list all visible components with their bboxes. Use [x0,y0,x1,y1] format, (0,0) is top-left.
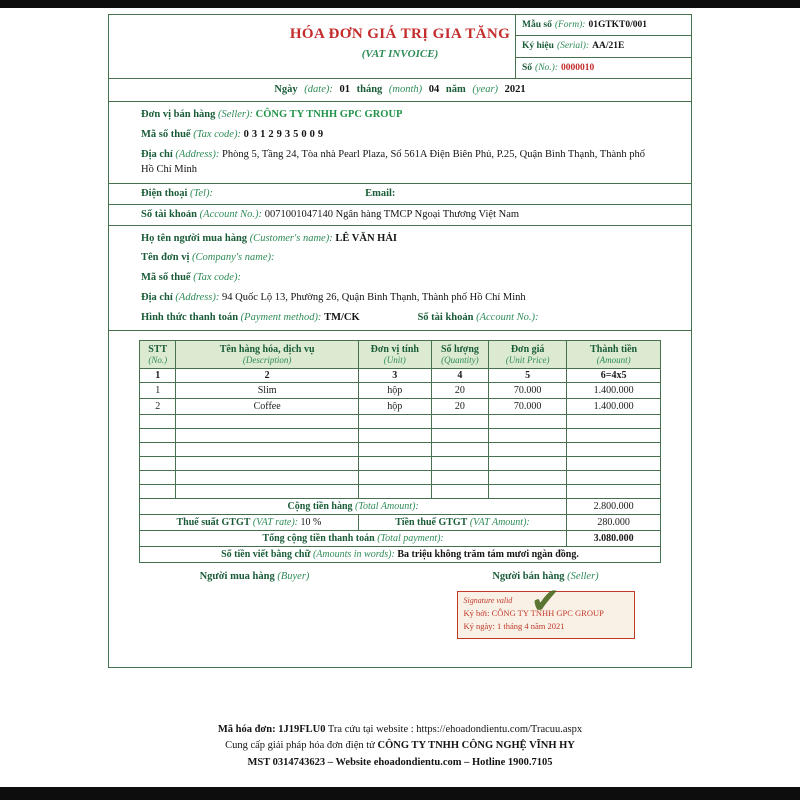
subtotal-value: 2.800.000 [567,499,661,515]
year-word: năm [445,84,466,95]
date-month: 04 [428,84,440,95]
table-row [140,399,661,415]
table-row-empty [140,457,661,471]
empty-cell [176,485,358,499]
invoice-number-row [516,58,691,78]
buyer-name-label: Họ tên người mua hàng [141,232,248,244]
buyer-company-label-en: (Company's name): [192,252,275,264]
buyer-account-label: Số tài khoản [417,311,474,323]
seller-section [109,102,691,183]
subtotal-label-cell: Cộng tiền hàng (Total Amount): [140,499,567,515]
payment-method-label-en: (Payment method): [240,311,322,323]
empty-cell [567,485,661,499]
empty-cell [431,443,488,457]
cell-unit-price: 70.000 [489,399,567,415]
empty-cell [140,485,176,499]
seller-signature-title-en: (Seller) [567,571,599,583]
cell-amount: 1.400.000 [567,383,661,399]
buyer-address-label: Địa chỉ [141,291,173,303]
signature-valid-text: Signature valid [463,596,513,606]
seller-address-label-en: (Address): [175,148,220,160]
empty-cell [140,415,176,429]
buyer-section [109,225,691,331]
empty-cell [140,443,176,457]
col-num: 1 [140,369,176,383]
seller-account-value: 0071001047140 Ngân hàng TMCP Ngoại Thương Việt Nam [264,208,520,220]
empty-cell [489,429,567,443]
items-table [139,340,661,563]
month-word: tháng [356,84,383,95]
seller-signature-block [400,571,691,667]
cell-quantity: 20 [431,399,488,415]
seller-signature-title: Người bán hàng [492,571,565,583]
seller-contact-line [109,183,691,204]
empty-cell [358,457,431,471]
empty-cell [176,457,358,471]
seller-label-en: (Seller): [218,109,253,120]
empty-cell [140,457,176,471]
empty-cell [489,415,567,429]
cell-stt: 2 [140,399,176,415]
digital-signature-stamp [457,581,635,639]
date-year: 2021 [504,84,526,95]
buyer-signature-block [109,571,400,667]
seller-address-line [109,145,691,181]
payment-method-label: Hình thức thanh toán [141,311,239,323]
empty-cell [567,471,661,485]
serial-value: AA/21E [592,41,625,52]
invoice-subtitle: (VAT INVOICE) [361,48,439,60]
seller-email-label: Email: [365,188,396,199]
cell-stt: 1 [140,383,176,399]
buyer-account-label-group [417,310,538,326]
seller-address-label: Địa chỉ [141,148,173,160]
empty-cell [358,443,431,457]
cell-unit: hộp [358,399,431,415]
buyer-account-label-en: (Account No.): [476,311,539,323]
empty-cell [176,443,358,457]
cell-description: Slim [176,383,358,399]
photo-edge-bottom [0,787,800,800]
buyer-name-label-en: (Customer's name): [249,232,333,244]
empty-cell [567,429,661,443]
empty-cell [431,415,488,429]
invoice-date-line [109,79,691,102]
empty-cell [140,429,176,443]
year-word-en: (year) [472,84,499,95]
seller-company-name: CÔNG TY TNHH GPC GROUP [255,109,403,120]
empty-cell [358,415,431,429]
serial-label: Ký hiệu [522,41,554,52]
empty-cell [567,415,661,429]
invoice-page [108,14,692,668]
form-label: Mẫu số [522,20,552,31]
lookup-url: Tra cứu tại website : https://ehoadondientu.com/Tracuu.aspx [327,724,583,735]
seller-address-value: Phòng 5, Tầng 24, Tòa nhà Pearl Plaza, Số 561A Điện Biên Phủ, P.25, Quận Bình Thạnh, Thành phố Hồ Chí Minh [141,148,645,176]
empty-cell [567,443,661,457]
date-day: 01 [339,84,350,95]
signed-date-text: Ký ngày: 1 tháng 4 năm 2021 [463,621,565,631]
seller-account-line [109,204,691,225]
buyer-name-value: LÊ VĂN HẢI [335,232,397,244]
col-num: 5 [489,369,567,383]
empty-cell [176,415,358,429]
empty-cell [431,471,488,485]
cell-amount: 1.400.000 [567,399,661,415]
vat-rate-cell: Thuế suất GTGT (VAT rate): 10 % [140,515,359,531]
form-serial-number-box [515,15,691,78]
vat-row [140,515,661,531]
header-amount: Thành tiền (Amount) [567,341,661,369]
seller-name-line [109,105,691,125]
buyer-name-line [109,229,691,249]
footer-contact-line: MST 0314743623 – Website ehoadondientu.com – Hotline 1900.7105 [247,756,553,768]
serial-row [516,36,691,57]
form-row [516,15,691,36]
seller-taxcode-value: 0312935009 [243,128,327,140]
empty-cell [489,471,567,485]
table-row-empty [140,471,661,485]
total-label-cell: Tổng cộng tiền thanh toán (Total payment): [140,531,567,547]
header-unit-price: Đơn giá (Unit Price) [489,341,567,369]
cell-quantity: 20 [431,383,488,399]
header-stt: STT (No.) [140,341,176,369]
col-num: 3 [358,369,431,383]
seller-account-label: Số tài khoản [141,208,198,220]
footer-provider-line [0,738,800,754]
checkmark-icon: ✔ [530,581,561,623]
amount-in-words-cell: Số tiền viết bằng chữ (Amounts in words): Ba triệu không trăm tám mươi ngàn đồng. [140,547,661,563]
date-word-en: (date): [304,84,333,95]
col-num: 4 [431,369,488,383]
buyer-company-line [109,248,691,268]
amount-in-words-row [140,547,661,563]
seller-tel-label-en: (Tel): [190,188,213,199]
invoice-code: Mã hóa đơn: 1J19FLU0 [217,724,326,735]
photo-edge-top [0,0,800,8]
subtotal-row [140,499,661,515]
empty-cell [489,443,567,457]
serial-label-en: (Serial): [556,41,590,52]
payment-method-line [109,308,691,328]
table-row-empty [140,415,661,429]
buyer-signature-title-en: (Buyer) [277,571,310,583]
invoice-header [109,15,691,79]
date-word: Ngày [274,84,298,95]
seller-taxcode-line [109,125,691,145]
empty-cell [358,429,431,443]
seller-taxcode-label: Mã số thuế [141,128,191,140]
empty-cell [176,429,358,443]
header-unit: Đơn vị tính (Unit) [358,341,431,369]
cell-unit: hộp [358,383,431,399]
table-row-empty [140,443,661,457]
signature-area [109,563,691,667]
invoice-footer [0,722,800,771]
empty-cell [358,485,431,499]
table-row-empty [140,429,661,443]
table-row [140,383,661,399]
form-value: 01GTKT0/001 [588,20,648,31]
buyer-company-label: Tên đơn vị [141,252,190,264]
empty-cell [431,457,488,471]
section-divider [109,330,691,331]
column-number-row [140,369,661,383]
buyer-signature-title: Người mua hàng [199,571,275,583]
header-quantity: Số lượng (Quantity) [431,341,488,369]
seller-tel-label: Điện thoại [141,188,188,199]
table-header-row [140,341,661,369]
month-word-en: (month) [388,84,423,95]
empty-cell [358,471,431,485]
total-row [140,531,661,547]
vat-amount-label-cell: Tiền thuế GTGT (VAT Amount): [358,515,566,531]
buyer-address-value: 94 Quốc Lộ 13, Phường 26, Quận Bình Thạnh, Thành phố Hồ Chí Minh [221,291,526,303]
seller-taxcode-label-en: (Tax code): [193,128,241,140]
payment-method-value: TM/CK [324,311,360,323]
form-label-en: (Form): [554,20,586,31]
cell-description: Coffee [176,399,358,415]
number-label: Số [522,62,533,73]
buyer-address-label-en: (Address): [175,291,220,303]
empty-cell [140,471,176,485]
number-label-en: (No.): [535,62,558,73]
buyer-taxcode-label-en: (Tax code): [193,272,241,283]
table-row-empty [140,485,661,499]
empty-cell [176,471,358,485]
seller-label: Đơn vị bán hàng [141,109,216,120]
seller-account-label-en: (Account No.): [199,208,263,220]
footer-lookup-line [0,722,800,738]
buyer-address-line [109,288,691,308]
provider-company: CÔNG TY TNHH CÔNG NGHỆ VĨNH HY [377,740,575,752]
buyer-taxcode-label: Mã số thuế [141,272,191,283]
empty-cell [431,429,488,443]
invoice-number-value: 0000010 [561,62,595,73]
provider-text: Cung cấp giải pháp hóa đơn điện tử [225,740,375,752]
total-value: 3.080.000 [567,531,661,547]
vat-amount-value: 280.000 [567,515,661,531]
empty-cell [567,457,661,471]
cell-unit-price: 70.000 [489,383,567,399]
col-num: 6=4x5 [567,369,661,383]
header-description: Tên hàng hóa, dịch vụ (Description) [176,341,358,369]
buyer-taxcode-line [109,268,691,288]
empty-cell [431,485,488,499]
invoice-title: HÓA ĐƠN GIÁ TRỊ GIA TĂNG [289,26,511,42]
empty-cell [489,457,567,471]
col-num: 2 [176,369,358,383]
empty-cell [489,485,567,499]
signed-by-text: Ký bởi: CÔNG TY TNHH GPC GROUP [463,608,604,619]
